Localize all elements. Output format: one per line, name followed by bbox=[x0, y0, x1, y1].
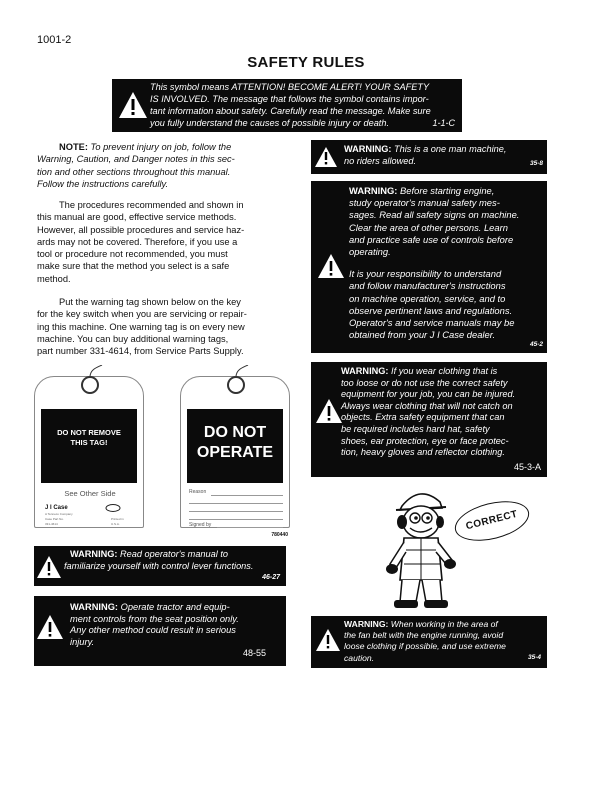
para-line: The procedures recommended and shown in bbox=[59, 200, 244, 210]
warning-line: Read operator's manual to bbox=[120, 549, 229, 559]
note-line: Warning, Caution, and Danger notes in this sec- bbox=[37, 154, 235, 165]
para-line: However, all possible procedures and service haz- bbox=[37, 224, 245, 235]
warning-box-before-starting bbox=[311, 181, 547, 353]
para-line: part number 331-4614, from Service Parts Supply. bbox=[37, 346, 244, 357]
warning-line: loose clothing if possible, and use extreme bbox=[344, 641, 506, 652]
warning-code: 35-8 bbox=[529, 160, 543, 167]
warning-line: too loose or do not use the correct safety bbox=[341, 377, 508, 388]
tag-small: 331-4614 bbox=[45, 522, 58, 526]
intro-code: 1-1-C bbox=[432, 118, 455, 128]
warning-line: no riders allowed. bbox=[344, 155, 417, 166]
tag-grommet-icon bbox=[222, 365, 250, 399]
warning-code: 35-4 bbox=[527, 654, 541, 661]
warning-tag-paragraph bbox=[37, 296, 285, 357]
warning-code: 46-27 bbox=[262, 574, 280, 581]
warning-line: observe pertinent laws and regulations. bbox=[349, 304, 513, 316]
warning-line: Operate tractor and equip- bbox=[120, 602, 230, 612]
tag-front-side bbox=[180, 376, 290, 528]
warning-line: familiarize yourself with control lever functions. bbox=[64, 560, 254, 571]
warning-line: the fan belt with the engine running, avoid bbox=[344, 630, 504, 641]
warning-line: This is a one man machine, bbox=[394, 144, 507, 154]
tag-small: U.S.A. bbox=[111, 522, 120, 526]
para-line: make sure that the method you select is a safe bbox=[37, 261, 230, 272]
note-line: Follow the instructions carefully. bbox=[37, 178, 169, 189]
tag-signed: Signed by bbox=[189, 522, 212, 528]
warning-line: shoes, ear protection, eye or face protec- bbox=[341, 435, 509, 446]
warning-triangle-icon bbox=[315, 628, 341, 652]
warning-box-one-man bbox=[311, 140, 547, 174]
warning-line: Always wear clothing that will not catch on bbox=[341, 400, 513, 411]
page-number: 1001-2 bbox=[37, 34, 72, 46]
tag-back-line: THIS TAG! bbox=[70, 438, 108, 447]
warning-label: WARNING: bbox=[341, 366, 389, 376]
warning-triangle-icon bbox=[315, 398, 343, 424]
warning-line: Operator's and service manuals may be bbox=[349, 317, 515, 329]
para-line: for the key switch when you are servicing or repair- bbox=[37, 309, 247, 320]
tag-reason: Reason bbox=[189, 489, 207, 495]
warning-line: Before starting engine, bbox=[400, 185, 495, 196]
intro-line: tant information about safety. Carefully read the message. Make sure bbox=[150, 106, 431, 116]
warning-box-clothing bbox=[311, 362, 547, 477]
para-line: method. bbox=[37, 273, 71, 284]
warning-line: It is your responsibility to understand bbox=[349, 268, 502, 280]
warning-line: sages. Read all safety signs on machine. bbox=[349, 209, 520, 221]
warning-code: 48-55 bbox=[242, 648, 266, 658]
para-line: Put the warning tag shown below on the key bbox=[59, 297, 241, 307]
warning-line: ment controls from the seat position only. bbox=[70, 613, 239, 624]
page-title: SAFETY RULES bbox=[247, 54, 365, 71]
warning-label: WARNING: bbox=[70, 549, 118, 559]
para-line: ing this machine. One warning tag is on every new bbox=[37, 321, 245, 332]
procedures-paragraph bbox=[37, 199, 285, 285]
tag-brand: J I Case bbox=[45, 505, 68, 511]
para-line: tool or procedure not recommended, you must bbox=[37, 249, 228, 260]
warning-line: be required includes hard hat, safety bbox=[341, 423, 490, 434]
warning-line: equipment for your job, you can be injured. bbox=[341, 389, 516, 400]
note-line: To prevent injury on job, follow the bbox=[90, 142, 232, 152]
warning-code: 45-3-A bbox=[513, 462, 541, 472]
warning-line: When working in the area of bbox=[390, 619, 498, 629]
warning-line: If you wear clothing that is bbox=[391, 366, 498, 376]
attention-symbol-box bbox=[112, 79, 462, 132]
para-line: this manual are good, effective service methods. bbox=[37, 212, 237, 223]
warning-line: on machine operation, service, and to bbox=[349, 292, 506, 304]
warning-line: and practice safe use of controls before bbox=[349, 233, 514, 245]
warning-triangle-icon bbox=[36, 614, 64, 640]
tag-back-line: DO NOT REMOVE bbox=[57, 428, 121, 437]
warning-line: operating. bbox=[349, 246, 391, 258]
warning-line: injury. bbox=[70, 636, 95, 647]
figure-number: 780440 bbox=[271, 532, 288, 538]
warning-line: Clear the area of other persons. Learn bbox=[349, 221, 508, 233]
warning-line: obtained from your J I Case dealer. bbox=[349, 329, 496, 341]
tag-small: Printed in bbox=[111, 517, 124, 521]
tag-front-line: DO NOT bbox=[203, 424, 267, 441]
para-line: ards may not be covered. Therefore, if you use a bbox=[37, 236, 238, 247]
warning-line: tion, heavy gloves and reflector clothing. bbox=[341, 447, 505, 458]
warning-box-operate-controls bbox=[34, 596, 286, 666]
warning-line: and follow manufacturer's instructions bbox=[349, 280, 506, 292]
warning-line: study operator's manual safety mes- bbox=[349, 197, 500, 209]
warning-label: WARNING: bbox=[349, 185, 398, 196]
safety-man-illustration bbox=[380, 480, 485, 612]
intro-line: you fully understand the causes of possible injury or death. bbox=[150, 118, 390, 128]
tag-back-side bbox=[34, 376, 144, 528]
tag-grommet-icon bbox=[76, 365, 104, 399]
warning-code: 45-2 bbox=[529, 341, 543, 348]
warning-triangle-icon bbox=[314, 146, 338, 168]
warning-label: WARNING: bbox=[344, 619, 389, 629]
warning-triangle-icon bbox=[36, 555, 62, 579]
note-paragraph bbox=[37, 141, 285, 190]
warning-label: WARNING: bbox=[70, 602, 119, 612]
tag-brand-sub: A Tenneco Company bbox=[45, 512, 73, 516]
warning-line: objects. Extra safety equipment that can bbox=[341, 412, 505, 423]
correct-badge: CORRECT bbox=[451, 494, 533, 547]
note-label: NOTE: bbox=[59, 142, 88, 152]
tag-see-other: See Other Side bbox=[64, 489, 116, 498]
warning-label: WARNING: bbox=[344, 144, 392, 154]
intro-line: This symbol means ATTENTION! BECOME ALERT! YOUR SAFETY bbox=[150, 82, 430, 92]
warning-tags-illustration bbox=[34, 364, 286, 544]
intro-line: IS INVOLVED. The message that follows the symbol contains impor- bbox=[150, 94, 429, 104]
warning-box-fan-belt bbox=[311, 616, 547, 668]
warning-line: Any other method could result in serious bbox=[70, 625, 236, 636]
para-line: machine. You can buy additional warning tags, bbox=[37, 333, 229, 344]
note-line: tion and other sections throughout this manual. bbox=[37, 166, 231, 177]
case-logo-icon bbox=[105, 504, 121, 512]
warning-line: caution. bbox=[344, 652, 375, 663]
tag-front-line: OPERATE bbox=[196, 444, 274, 461]
tag-small: Case Part No. bbox=[45, 517, 64, 521]
warning-box-manual bbox=[34, 546, 286, 586]
warning-triangle-icon bbox=[317, 253, 345, 279]
warning-triangle-icon bbox=[118, 91, 148, 119]
